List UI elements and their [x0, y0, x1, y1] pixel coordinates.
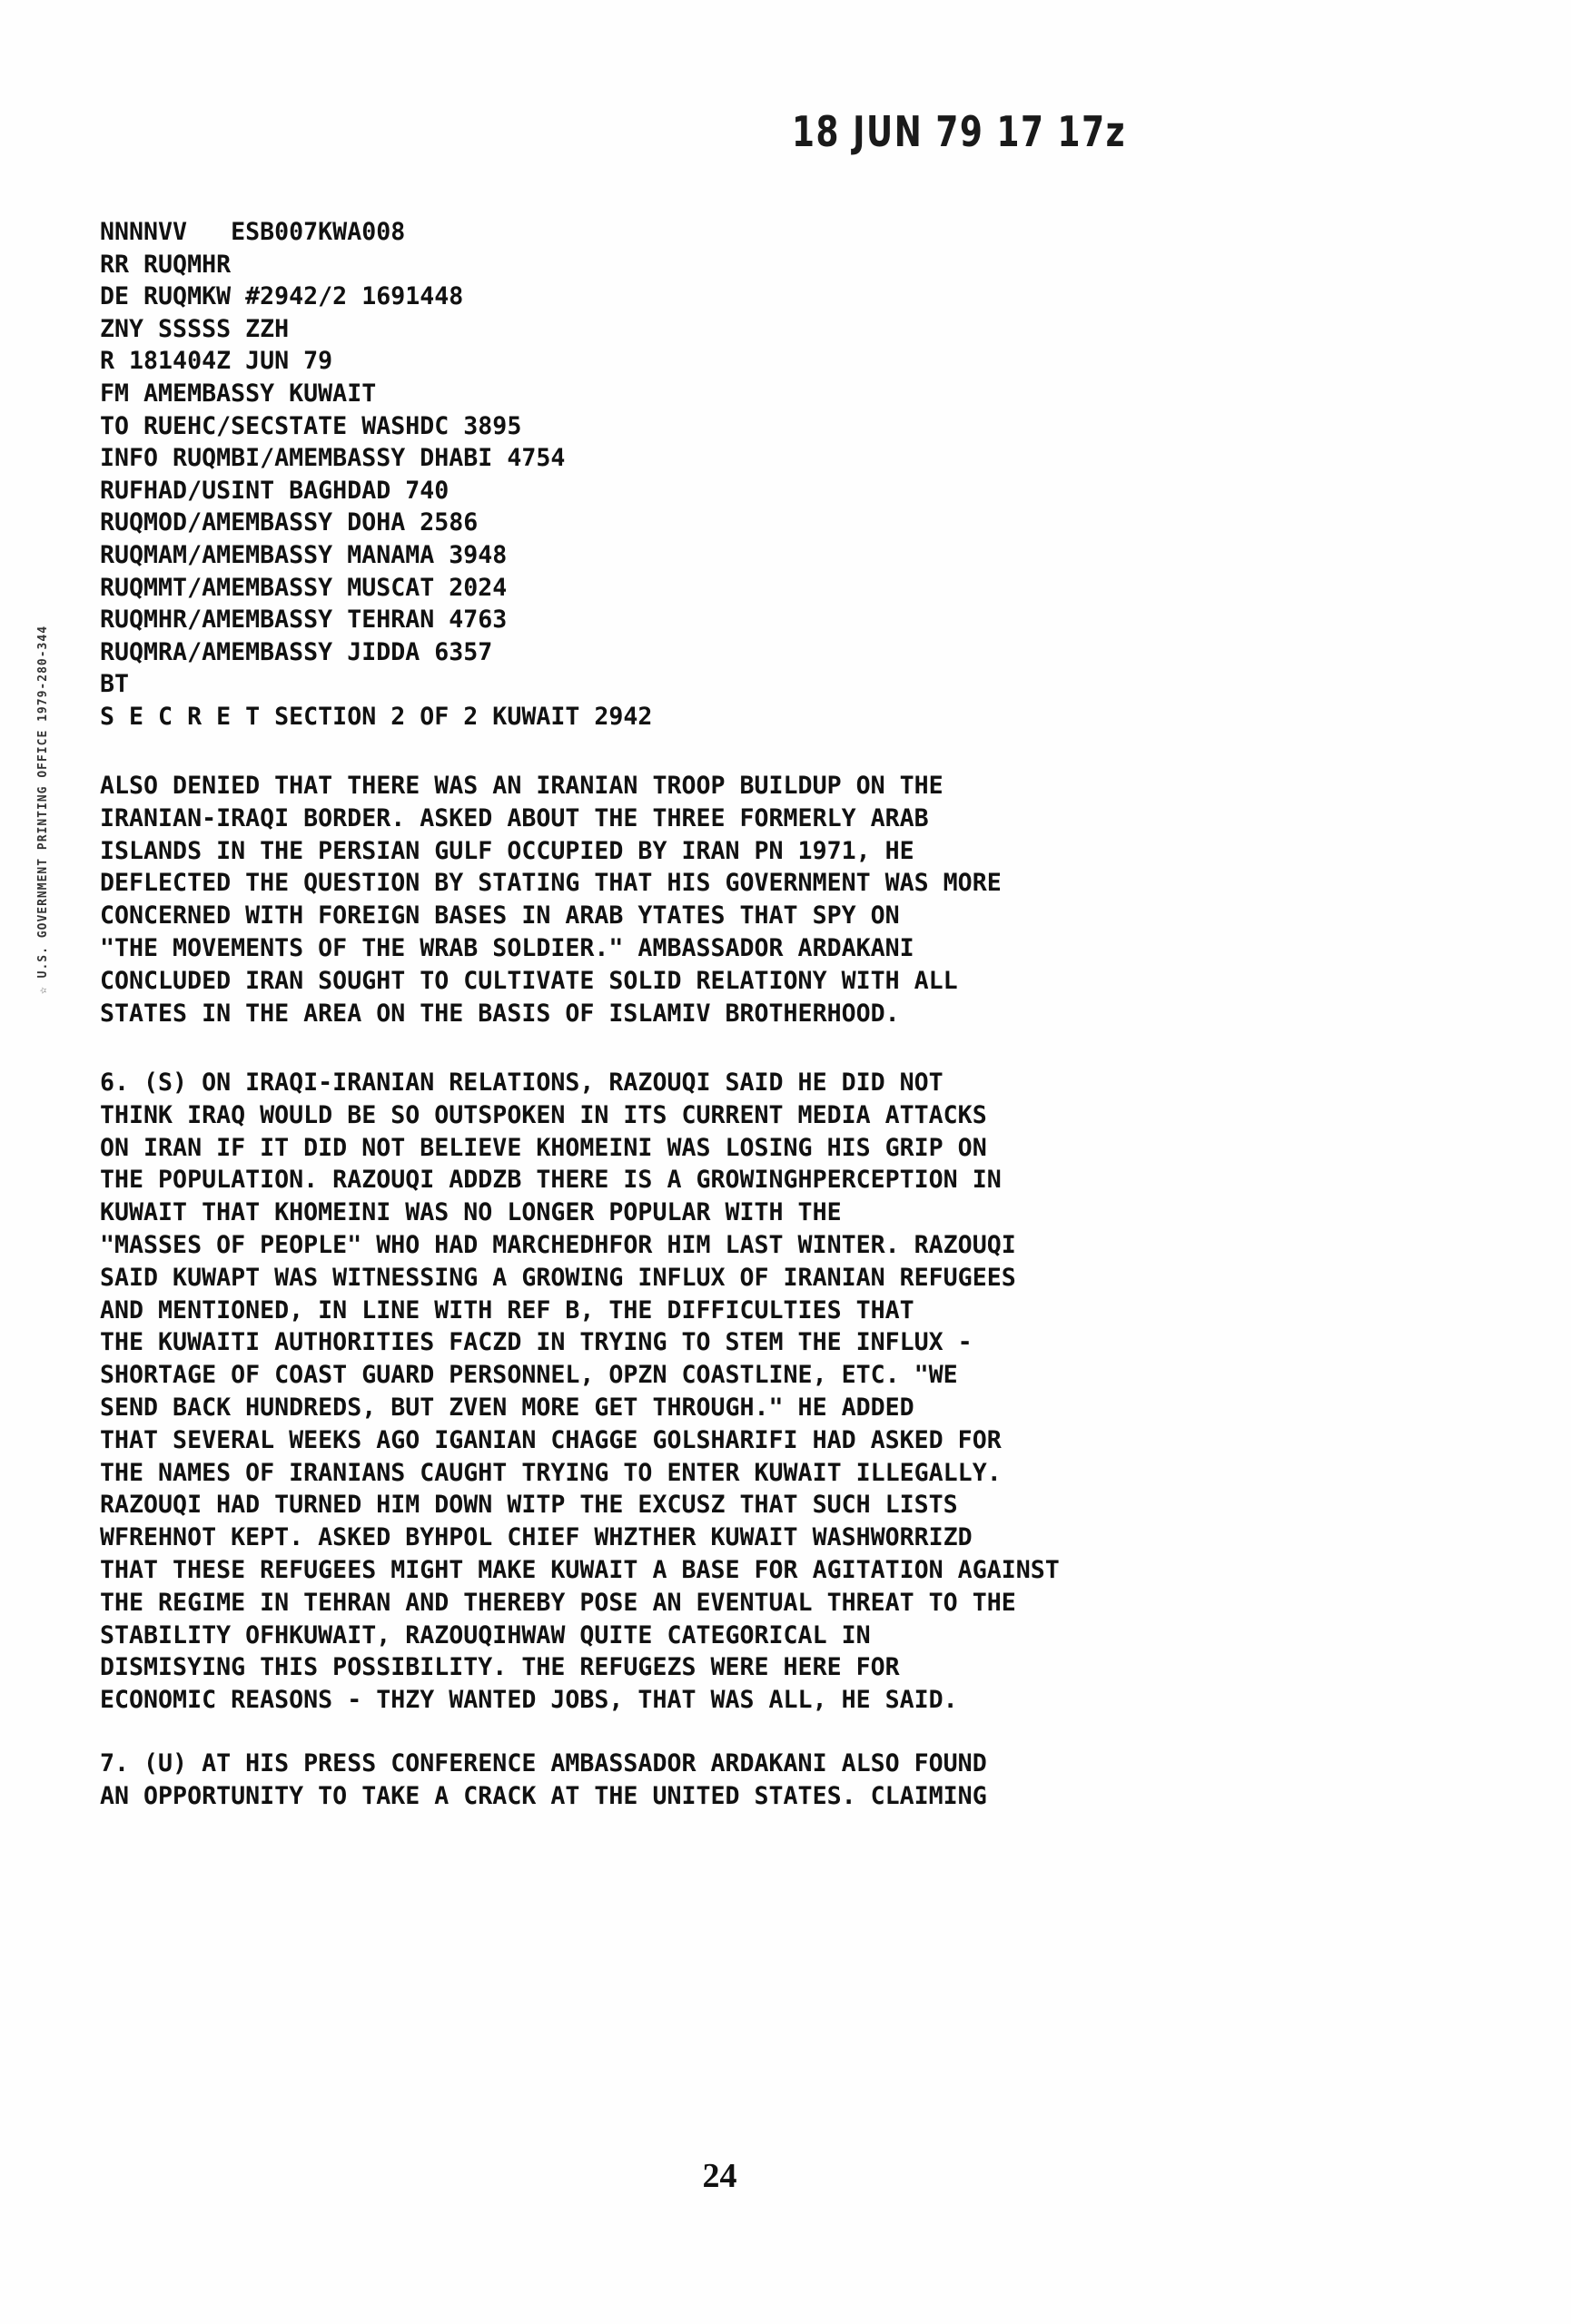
printing-office-imprint: ☆ U.S. GOVERNMENT PRINTING OFFICE 1979-280-344: [36, 625, 50, 994]
date-time-stamp: 18 JUN 79 17 17z: [792, 107, 1127, 156]
cable-routing-header: NNNNVV ESB007KWA008 RR RUQMHR DE RUQMKW #2942/2 1691448 ZNY SSSSS ZZH R 181404Z JUN 79 FM AMEMBASSY KUWAIT TO RUEHC/SECSTATE WASHDC 3895 INFO RUQMBI/AMEMBASSY DHABI 4754 RUFHAD/USINT BAGHDAD 740 RUQMOD/AMEMBASSY DOHA 2586 RUQMAM/AMEMBASSY MANAMA 3948 RUQMMT/AMEMBASSY MUSCAT 2024 RUQMHR/AMEMBASSY TEHRAN 4763 RUQMRA/AMEMBASSY JIDDA 6357 BT S E C R E T SECTION 2 OF 2 KUWAIT 2942: [100, 218, 653, 731]
cable-paragraph-continuation: ALSO DENIED THAT THERE WAS AN IRANIAN TROOP BUILDUP ON THE IRANIAN-IRAQI BORDER. ASKED ABOUT THE THREE FORMERLY ARAB ISLANDS IN THE PERSIAN GULF OCCUPIED BY IRAN PN 1971, HE DEFLECTED THE QUESTION BY STATING THAT HIS GOVERNMENT WAS MORE CONCERNED WITH FOREIGN BASES IN ARAB YTATES THAT SPY ON "THE MOVEMENTS OF THE WRAB SOLDIER." AMBASSADOR ARDAKANI CONCLUDED IRAN SOUGHT TO CULTIVATE SOLID RELATIONY WITH ALL STATES IN THE AREA ON THE BASIS OF ISLAMIV BROTHERHOOD.: [100, 772, 1002, 1028]
cable-paragraph-7: 7. (U) AT HIS PRESS CONFERENCE AMBASSADOR ARDAKANI ALSO FOUND AN OPPORTUNITY TO TAKE A CRACK AT THE UNITED STATES. CLAIMING: [100, 1749, 987, 1810]
page-number: 24: [702, 2157, 737, 2195]
cable-paragraph-6: 6. (S) ON IRAQI-IRANIAN RELATIONS, RAZOUQI SAID HE DID NOT THINK IRAQ WOULD BE SO OUTSPOKEN IN ITS CURRENT MEDIA ATTACKS ON IRAN IF IT DID NOT BELIEVE KHOMEINI WAS LOSING HIS GRIP ON THE POPULATION. RAZOUQI ADDZB THERE IS A GROWINGHPERCEPTION IN KUWAIT THAT KHOMEINI WAS NO LONGER POPULAR WITH THE "MASSES OF PEOPLE" WHO HAD MARCHEDHFOR HIM LAST WINTER. RAZOUQI SAID KUWAPT WAS WITNESSING A GROWING INFLUX OF IRANIAN REFUGEES AND MENTIONED, IN LINE WITH REF B, THE DIFFICULTIES THAT THE KUWAITI AUTHORITIES FACZD IN TRYING TO STEM THE INFLUX - SHORTAGE OF COAST GUARD PERSONNEL, OPZN COASTLINE, ETC. "WE SEND BACK HUNDREDS, BUT ZVEN MORE GET THROUGH." HE ADDED THAT SEVERAL WEEKS AGO IGANIAN CHAGGE GOLSHARIFI HAD ASKED FOR THE NAMES OF IRANIANS CAUGHT TRYING TO ENTER KUWAIT ILLEGALLY. RAZOUQI HAD TURNED HIM DOWN WITP THE EXCUSZ THAT SUCH LISTS WFREHNOT KEPT. ASKED BYHPOL CHIEF WHZTHER KUWAIT WASHWORRIZD THAT THESE REFUGEES MIGHT MAKE KUWAIT A BASE FOR AGITATION AGAINST THE REGIME IN TEHRAN AND THEREBY POSE AN EVENTUAL THREAT TO THE STABILITY OFHKUWAIT, RAZOUQIHWAW QUITE CATEGORICAL IN DISMISYING THIS POSSIBILITY. THE REFUGEZS WERE HERE FOR ECONOMIC REASONS - THZY WANTED JOBS, THAT WAS ALL, HE SAID.: [100, 1068, 1060, 1715]
